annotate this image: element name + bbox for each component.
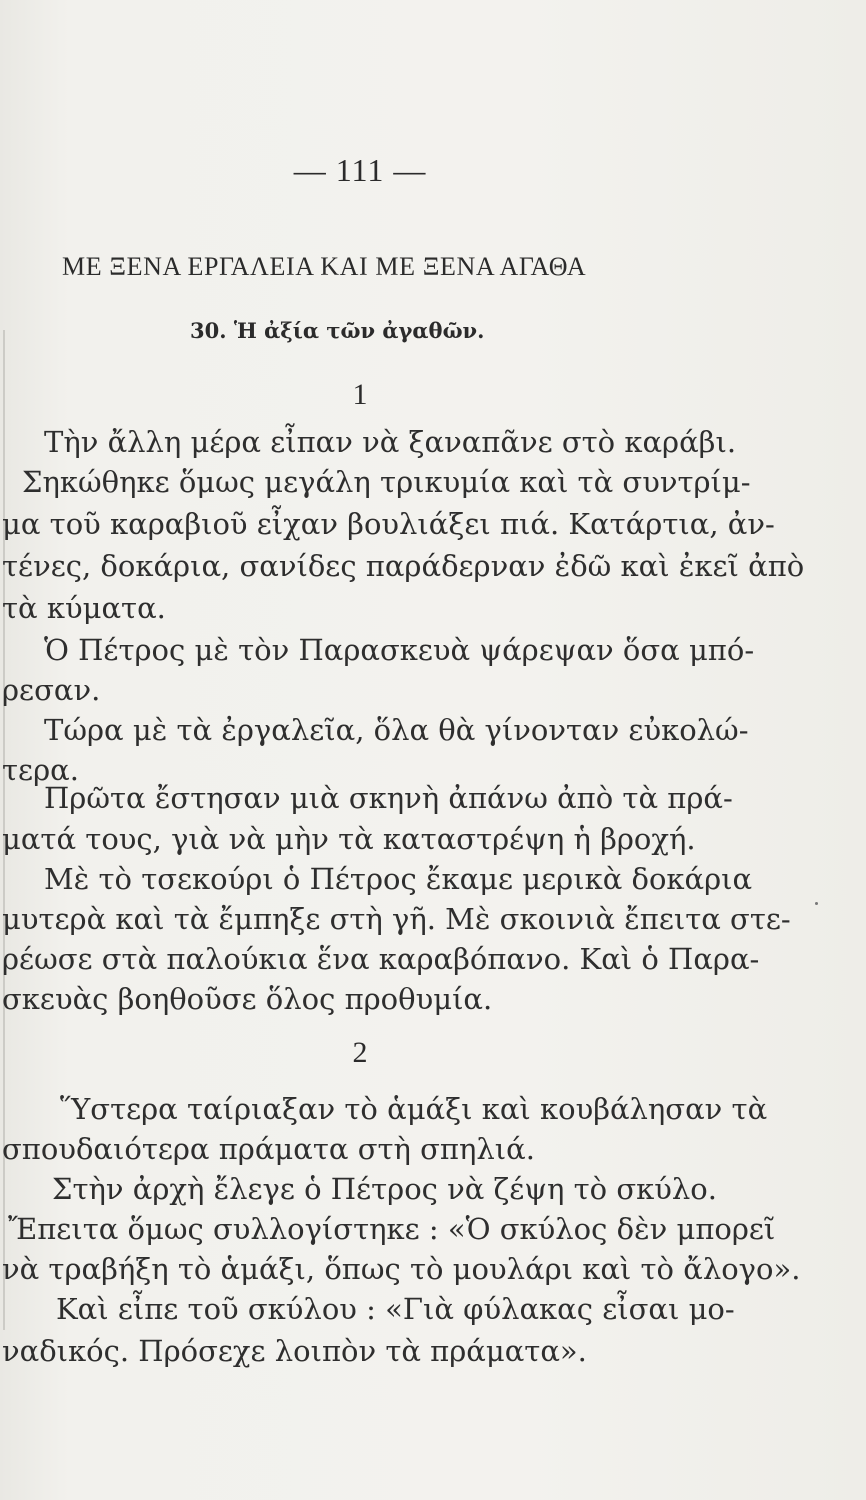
page-number: — 111 — — [293, 152, 427, 188]
text-line: τερα. — [2, 753, 79, 787]
text-line: Ὕστερα ταίριαξαν τὸ ἁμάξι καὶ κουβάλησαν τὰ — [60, 1092, 768, 1126]
text-line: Τὴν ἄλλη μέρα εἶπαν νὰ ξαναπᾶνε στὸ καράβι. — [44, 425, 737, 459]
text-line: Ἔπειτα ὅμως συλλογίστηκε : «Ὁ σκύλος δὲν μπορεῖ — [8, 1212, 776, 1246]
ink-speck — [815, 902, 818, 905]
text-line: Ὁ Πέτρος μὲ τὸν Παρασκευὰ ψάρεψαν ὅσα μπό- — [44, 633, 755, 667]
text-line: Τώρα μὲ τὰ ἐργαλεῖα, ὅλα θὰ γίνονταν εὐκολώ- — [44, 713, 749, 747]
part-2-number: 2 — [352, 1036, 368, 1069]
text-line: Στὴν ἀρχὴ ἔλεγε ὁ Πέτρος νὰ ζέψη τὸ σκύλο. — [52, 1172, 717, 1206]
text-line: Σηκώθηκε ὅμως μεγάλη τρικυμία καὶ τὰ συντρίμ- — [22, 465, 751, 499]
text-line: ρέωσε στὰ παλούκια ἕνα καραβόπανο. Καὶ ὁ Παρα- — [2, 942, 760, 976]
text-line: νὰ τραβήξη τὸ ἁμάξι, ὅπως τὸ μουλάρι καὶ τὸ ἄλογο». — [2, 1252, 801, 1286]
chapter-title: 30. Ἡ ἀξία τῶν ἀγαθῶν. — [190, 318, 485, 343]
text-line: μα τοῦ καραβιοῦ εἶχαν βουλιάξει πιά. Κατάρτια, ἀν- — [2, 507, 775, 541]
text-line: τένες, δοκάρια, σανίδες παράδερναν ἐδῶ καὶ ἐκεῖ ἀπὸ — [2, 549, 805, 583]
section-title: ΜΕ ΞΕΝΑ ΕΡΓΑΛΕΙΑ ΚΑΙ ΜΕ ΞΕΝΑ ΑΓΑΘΑ — [62, 252, 587, 281]
text-line: ρεσαν. — [2, 673, 101, 707]
text-line: Καὶ εἶπε τοῦ σκύλου : «Γιὰ φύλακας εἶσαι μο- — [56, 1292, 735, 1326]
text-line: Πρῶτα ἔστησαν μιὰ σκηνὴ ἀπάνω ἀπὸ τὰ πρά- — [44, 781, 733, 815]
text-line: μυτερὰ καὶ τὰ ἔμπηξε στὴ γῆ. Μὲ σκοινιὰ ἔπειτα στε- — [2, 902, 791, 936]
text-line: σκευὰς βοηθοῦσε ὅλος προθυμία. — [2, 982, 493, 1016]
text-line: Μὲ τὸ τσεκούρι ὁ Πέτρος ἔκαμε μερικὰ δοκάρια — [44, 862, 753, 896]
text-line: τὰ κύματα. — [2, 591, 166, 625]
text-line: ναδικός. Πρόσεχε λοιπὸν τὰ πράματα». — [2, 1334, 587, 1368]
part-1-number: 1 — [352, 378, 368, 411]
text-line: ματά τους, γιὰ νὰ μὴν τὰ καταστρέψη ἡ βροχή. — [2, 822, 696, 856]
text-line: σπουδαιότερα πράματα στὴ σπηλιά. — [2, 1132, 535, 1166]
